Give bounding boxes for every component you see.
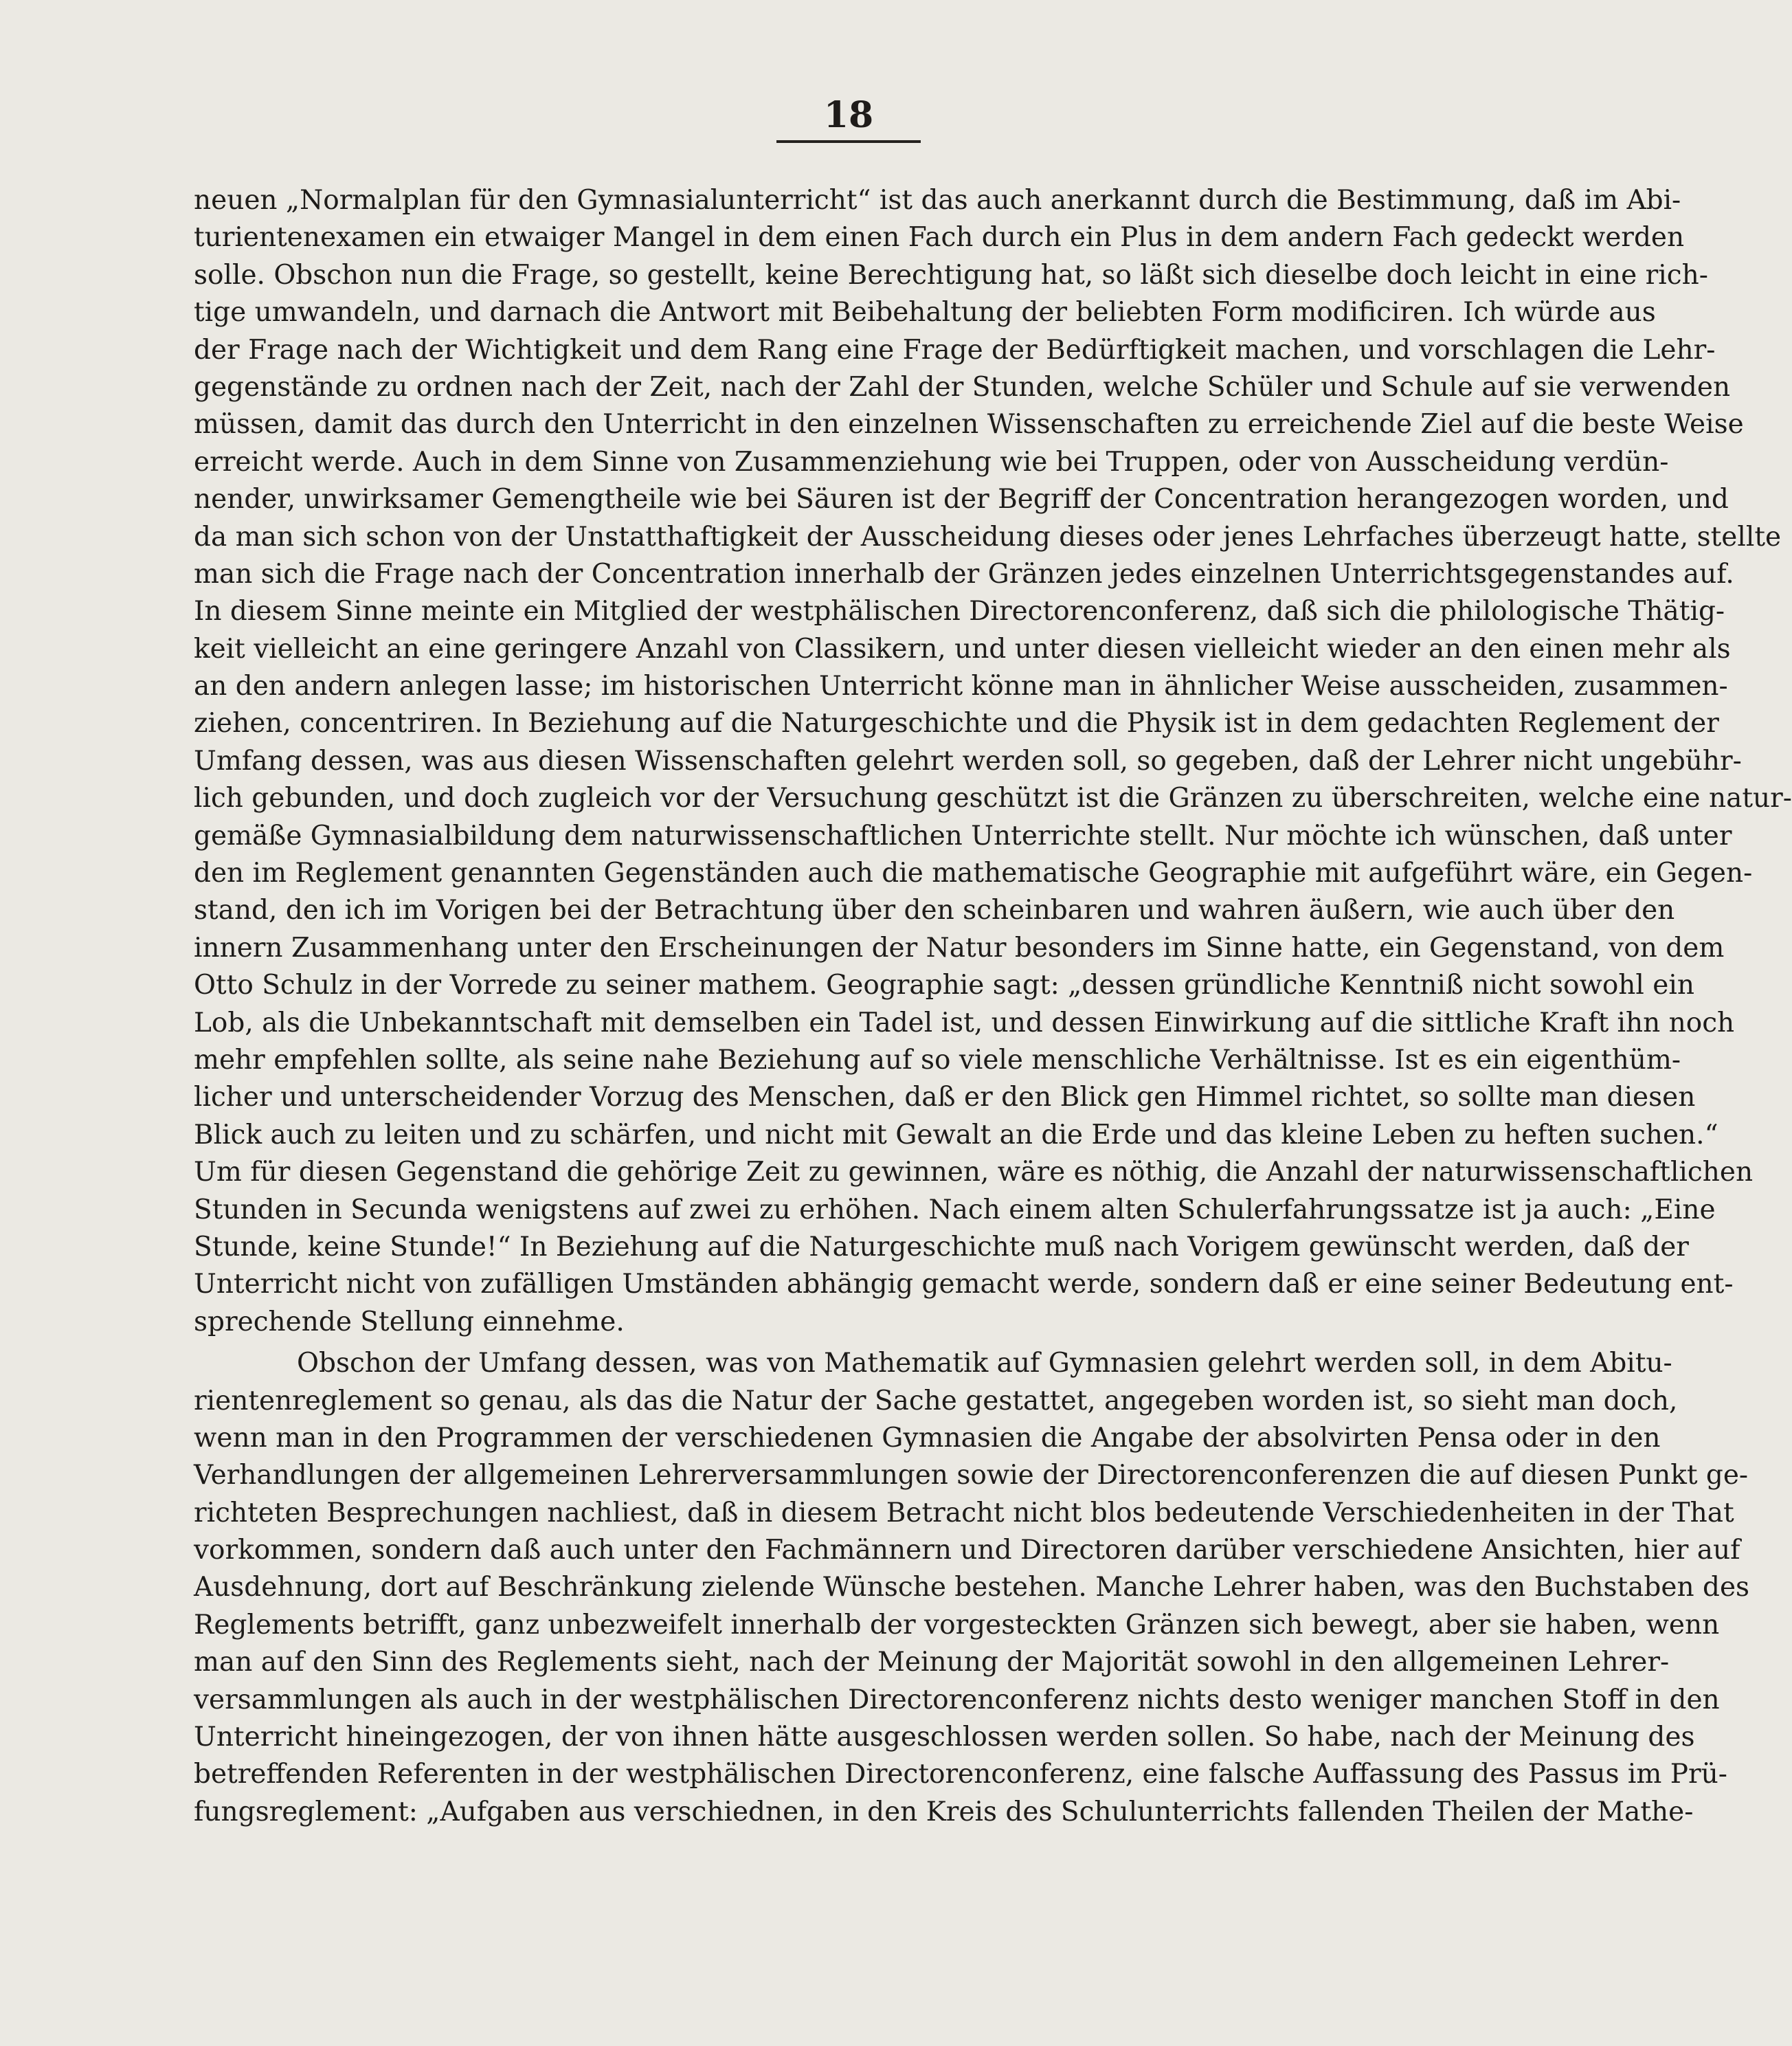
text-line: neuen „Normalplan für den Gymnasialunterricht“ ist das auch anerkannt durch die Bestimmung, daß im Abi- — [194, 185, 1681, 216]
text-line: Blick auch zu leiten und zu schärfen, und nicht mit Gewalt an die Erde und das kleine Leben zu heften suchen.“ — [194, 1119, 1718, 1150]
text-line: Stunde, keine Stunde!“ In Beziehung auf die Naturgeschichte muß nach Vorigem gewünscht werden, daß der — [194, 1231, 1689, 1263]
text-line: turientenexamen ein etwaiger Mangel in dem einen Fach durch ein Plus in dem andern Fach gedeckt werden — [194, 222, 1685, 254]
text-line: licher und unterscheidender Vorzug des Menschen, daß er den Blick gen Himmel richtet, so sollte man diesen — [194, 1082, 1696, 1113]
text-line: sprechende Stellung einnehme. — [194, 1306, 625, 1337]
text-line: Otto Schulz in der Vorrede zu seiner mathem. Geographie sagt: „dessen gründliche Kenntniß nicht sowohl ein — [194, 970, 1694, 1001]
text-line: an den andern anlegen lasse; im historischen Unterricht könne man in ähnlicher Weise ausscheiden, zusammen- — [194, 671, 1728, 702]
text-line: Unterricht hineingezogen, der von ihnen hätte ausgeschlossen werden sollen. So habe, nach der Meinung des — [194, 1722, 1695, 1753]
text-line: mehr empfehlen sollte, als seine nahe Beziehung auf so viele menschliche Verhältnisse. Ist es ein eigenthüm- — [194, 1044, 1681, 1076]
text-line: keit vielleicht an eine geringere Anzahl von Classikern, und unter diesen vielleicht wieder an den einen mehr als — [194, 633, 1731, 665]
text-line: ziehen, concentriren. In Beziehung auf die Naturgeschichte und die Physik ist in dem gedachten Reglement der — [194, 708, 1719, 740]
body-text — [194, 182, 1792, 1831]
text-line: nender, unwirksamer Gemengtheile wie bei Säuren ist der Begriff der Concentration herangezogen worden, und — [194, 484, 1729, 515]
text-line: man auf den Sinn des Reglements sieht, nach der Meinung der Majorität sowohl in den allgemeinen Lehrer- — [194, 1647, 1670, 1678]
text-line: man sich die Frage nach der Concentration innerhalb der Gränzen jedes einzelnen Unterrichtsgegenstandes auf. — [194, 558, 1734, 590]
text-line: Um für diesen Gegenstand die gehörige Zeit zu gewinnen, wäre es nöthig, die Anzahl der naturwissenschaftlichen — [194, 1157, 1754, 1188]
text-line: Reglements betrifft, ganz unbezweifelt innerhalb der vorgesteckten Gränzen sich bewegt, aber sie haben, wenn — [194, 1609, 1720, 1641]
text-line: betreffenden Referenten in der westphälischen Directorenconferenz, eine falsche Auffassung des Passus im Prü- — [194, 1759, 1727, 1790]
text-line: Stunden in Secunda wenigstens auf zwei zu erhöhen. Nach einem alten Schulerfahrungssatze ist ja auch: „Eine — [194, 1194, 1716, 1225]
text-line: Lob, als die Unbekanntschaft mit demselben ein Tadel ist, und dessen Einwirkung auf die sittliche Kraft ihn noch — [194, 1007, 1735, 1038]
text-line: rientenreglement so genau, als das die Natur der Sache gestattet, angegeben worden ist, so sieht man doch, — [194, 1385, 1678, 1416]
paragraph-1 — [194, 182, 1792, 1341]
text-line: tige umwandeln, und darnach die Antwort mit Beibehaltung der beliebten Form modificiren. Ich würde aus — [194, 297, 1656, 329]
page-number-rule — [776, 140, 921, 143]
text-line: vorkommen, sondern daß auch unter den Fachmännern und Directoren darüber verschiedene Ansichten, hier auf — [194, 1535, 1740, 1566]
text-line: fungsreglement: „Aufgaben aus verschiednen, in den Kreis des Schulunterrichts fallenden Theilen der Mathe- — [194, 1796, 1694, 1827]
text-line: erreicht werde. Auch in dem Sinne von Zusammenziehung wie bei Truppen, oder von Ausscheidung verdün- — [194, 446, 1669, 478]
page-number: 18 — [823, 94, 874, 136]
text-line: Ausdehnung, dort auf Beschränkung zielende Wünsche bestehen. Manche Lehrer haben, was den Buchstaben des — [194, 1572, 1750, 1603]
text-line: wenn man in den Programmen der verschiedenen Gymnasien die Angabe der absolvirten Pensa oder in den — [194, 1422, 1661, 1454]
text-line: versammlungen als auch in der westphälischen Directorenconferenz nichts desto weniger manchen Stoff in den — [194, 1684, 1720, 1715]
text-line: In diesem Sinne meinte ein Mitglied der westphälischen Directorenconferenz, daß sich die philologische Thätig- — [194, 596, 1725, 627]
text-line: stand, den ich im Vorigen bei der Betrachtung über den scheinbaren und wahren äußern, wie auch über den — [194, 895, 1675, 926]
text-line: müssen, damit das durch den Unterricht in den einzelnen Wissenschaften zu erreichende Ziel auf die beste Weise — [194, 409, 1744, 441]
text-line: lich gebunden, und doch zugleich vor der Versuchung geschützt ist die Gränzen zu überschreiten, welche eine natur- — [194, 783, 1792, 814]
text-line: gegenstände zu ordnen nach der Zeit, nach der Zahl der Stunden, welche Schüler und Schule auf sie verwenden — [194, 371, 1731, 403]
text-line: da man sich schon von der Unstatthaftigkeit der Ausscheidung dieses oder jenes Lehrfaches überzeugt hatte, stellte — [194, 521, 1782, 553]
text-line: gemäße Gymnasialbildung dem naturwissenschaftlichen Unterrichte stellt. Nur möchte ich wünschen, daß unter — [194, 820, 1732, 852]
text-line: Obschon der Umfang dessen, was von Mathematik auf Gymnasien gelehrt werden soll, in dem Abitu- — [297, 1348, 1672, 1379]
text-line: Unterricht nicht von zufälligen Umständen abhängig gemacht werde, sondern daß er eine seiner Bedeutung ent- — [194, 1269, 1734, 1300]
text-line: den im Reglement genannten Gegenständen auch die mathematische Geographie mit aufgeführt wäre, ein Gegen- — [194, 858, 1753, 889]
text-line: Verhandlungen der allgemeinen Lehrerversammlungen sowie der Directorenconferenzen die auf diesen Punkt ge- — [194, 1460, 1749, 1491]
text-line: Umfang dessen, was aus diesen Wissenschaften gelehrt werden soll, so gegeben, daß der Lehrer nicht ungebühr- — [194, 745, 1742, 777]
text-line: richteten Besprechungen nachliest, daß in diesem Betracht nicht blos bedeutende Verschiedenheiten in der That — [194, 1497, 1734, 1528]
text-line: solle. Obschon nun die Frage, so gestellt, keine Berechtigung hat, so läßt sich dieselbe doch leicht in eine rich- — [194, 259, 1708, 291]
text-line: der Frage nach der Wichtigkeit und dem Rang eine Frage der Bedürftigkeit machen, und vorschlagen die Lehr- — [194, 334, 1716, 366]
paragraph-2 — [194, 1345, 1750, 1831]
text-line: innern Zusammenhang unter den Erscheinungen der Natur besonders im Sinne hatte, ein Gegenstand, von dem — [194, 932, 1725, 964]
